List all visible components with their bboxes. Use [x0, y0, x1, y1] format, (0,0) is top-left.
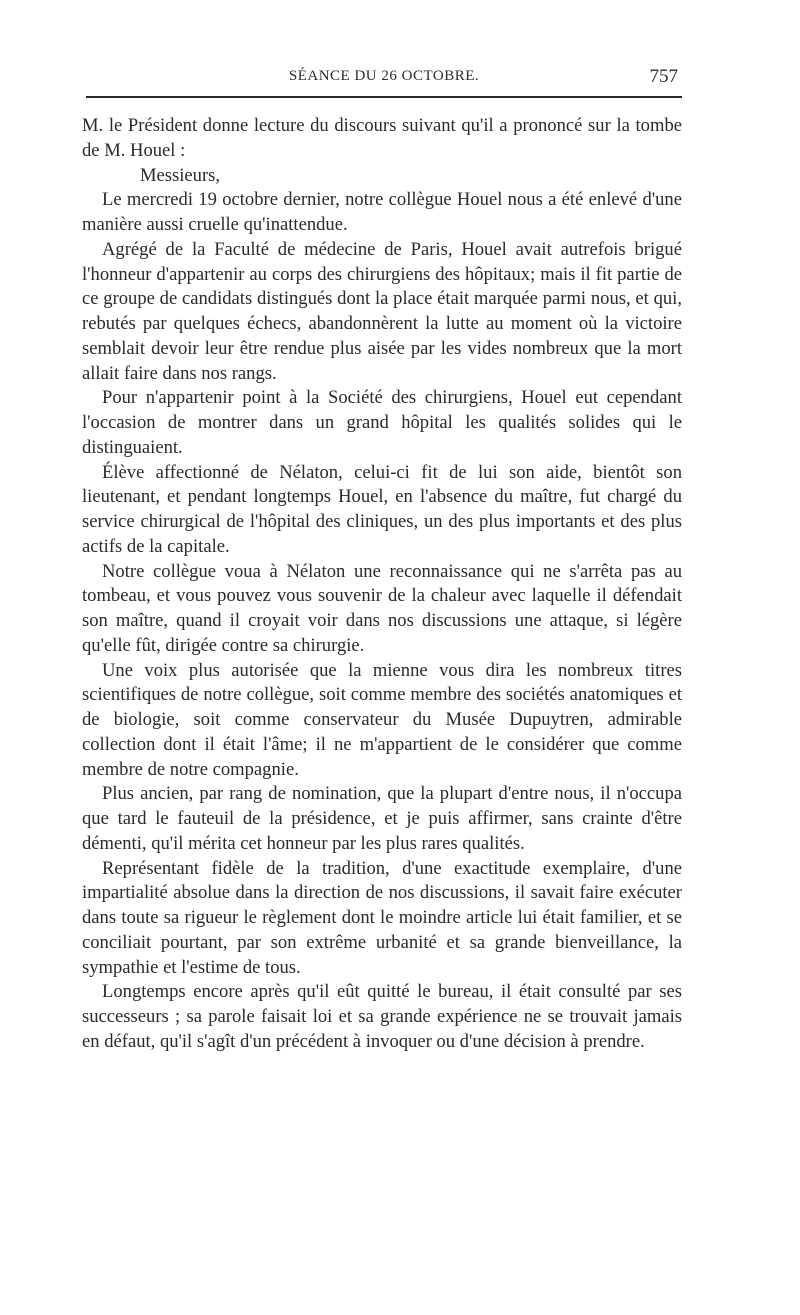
salutation: Messieurs,	[140, 164, 221, 186]
paragraph: Représentant fidèle de la tradition, d'une exactitude exemplaire, d'une impartialité absolue dans la direction de nos discussions, il savait faire exécuter dans toute sa rigueur le règlement dont le moindre article lui était familier, et se conciliait pourtant, par son extrême urbanité et sa grande bienveillance, la sympathie et l'estime de tous.	[82, 857, 682, 978]
paragraph: Une voix plus autorisée que la mienne vous dira les nombreux titres scientifiques de notre collègue, soit comme membre des sociétés anatomiques et de biologie, soit comme conservateur du Musée Dupuytren, admirable collection dont il était l'âme; il ne m'appartient de le considérer que comme membre de notre compagnie.	[82, 659, 682, 780]
paragraph: Élève affectionné de Nélaton, celui-ci fit de lui son aide, bientôt son lieutenant, et pendant longtemps Houel, en l'absence du maître, fut chargé du service chirurgical de l'hôpital des cliniques, un des plus importants et des plus actifs de la capitale.	[82, 461, 682, 557]
page-header	[86, 62, 682, 98]
body-text	[82, 114, 682, 1055]
paragraph: Agrégé de la Faculté de médecine de Paris, Houel avait autrefois brigué l'honneur d'appartenir au corps des chirurgiens des hôpitaux; mais il fit partie de ce groupe de candidats distingués dont la place était marquée parmi nous, et qui, rebutés par quelques échecs, abandonnèrent la lutte au moment où la victoire semblait devoir leur être rendue plus aisée par les vides nombreux que la mort allait faire dans nos rangs.	[82, 238, 682, 384]
paragraph: Longtemps encore après qu'il eût quitté le bureau, il était consulté par ses successeurs ; sa parole faisait loi et sa grande expérience ne se trouvait jamais en défaut, qu'il s'agît d'un précédent à invoquer ou d'une décision à prendre.	[82, 981, 682, 1052]
paragraph: Plus ancien, par rang de nomination, que la plupart d'entre nous, il n'occupa que tard le fauteuil de la présidence, et je puis affirmer, sans crainte d'être démenti, qu'il mérita cet honneur par les plus rares qualités.	[82, 783, 682, 854]
intro-paragraph: M. le Président donne lecture du discours suivant qu'il a prononcé sur la tombe de M. Houel :	[82, 115, 682, 161]
page-number: 757	[649, 66, 678, 87]
running-head: SÉANCE DU 26 OCTOBRE.	[288, 68, 480, 84]
paragraph: Notre collègue voua à Nélaton une reconnaissance qui ne s'arrêta pas au tombeau, et vous pouvez vous souvenir de la chaleur avec laquelle il défendait son maître, quand il croyait voir dans nos discussions une attaque, si légère qu'elle fût, dirigée contre sa chirurgie.	[82, 560, 682, 656]
paragraph: Le mercredi 19 octobre dernier, notre collègue Houel nous a été enlevé d'une manière aussi cruelle qu'inattendue.	[82, 189, 682, 235]
paragraph: Pour n'appartenir point à la Société des chirurgiens, Houel eut cependant l'occasion de montrer dans un grand hôpital les qualités solides qui le distinguaient.	[82, 387, 682, 458]
